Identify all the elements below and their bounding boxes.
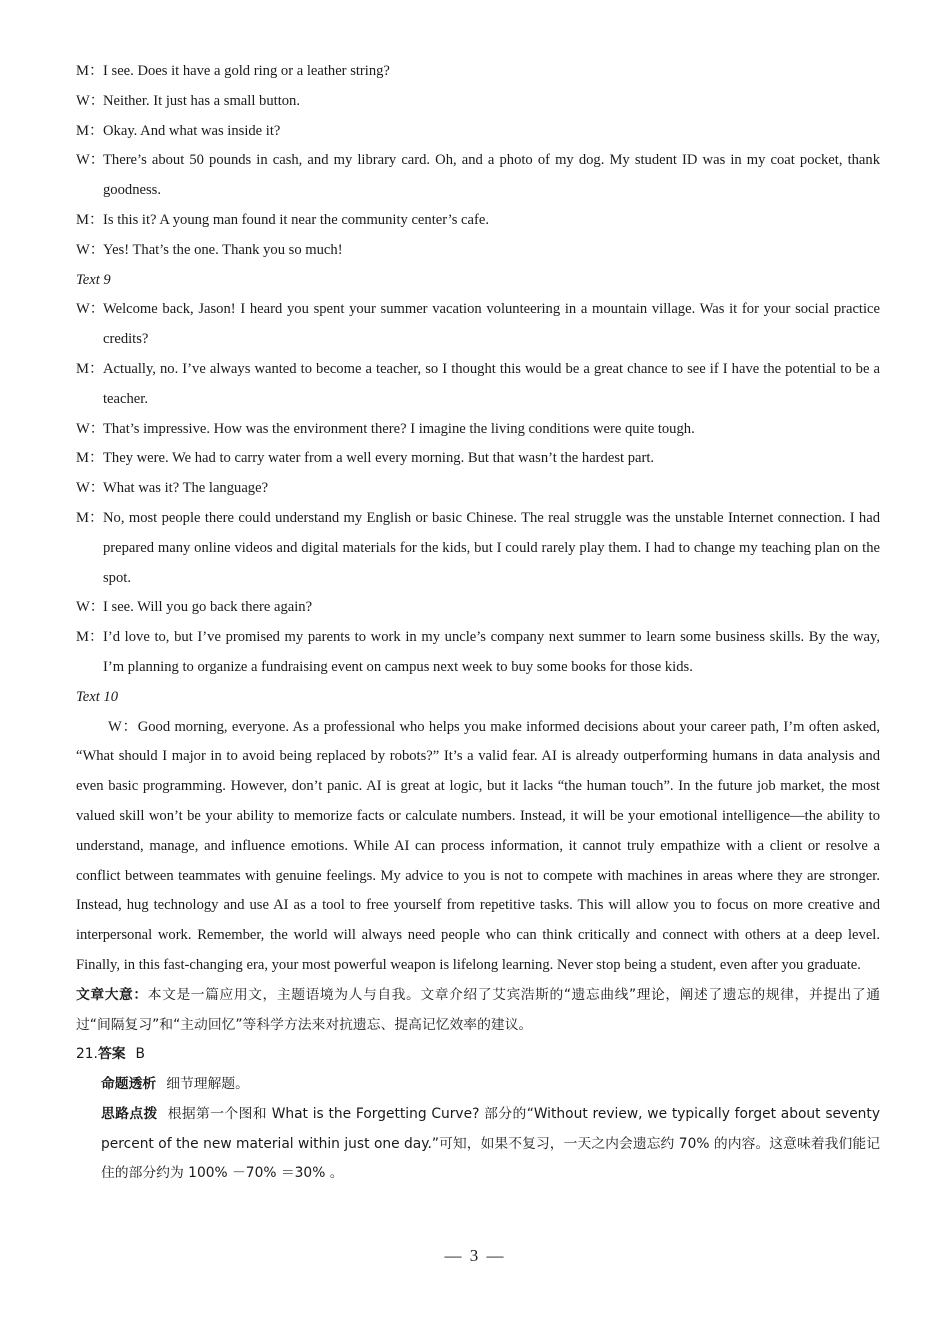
- dialogue-line: [76, 504, 880, 593]
- summary-label: 文章大意：: [76, 986, 148, 1003]
- dialogue-text: What was it? The language?: [103, 480, 269, 497]
- dialogue-line: [76, 117, 880, 147]
- speaker-label: M：: [76, 629, 104, 646]
- dialogue-text: That’s impressive. How was the environment there? I imagine the living conditions were quite tough.: [103, 420, 695, 437]
- dialogue-line: [76, 444, 880, 474]
- dialogue-text: They were. We had to carry water from a well every morning. But that wasn’t the hardest part.: [103, 450, 655, 467]
- dialogue-text: Actually, no. I’ve always wanted to become a teacher, so I thought this would be a great chance to see if I have the potential to be a teacher.: [103, 360, 880, 407]
- dialogue-text: Yes! That’s the one. Thank you so much!: [103, 241, 343, 258]
- dialogue-line: [76, 623, 880, 683]
- hint-paragraph: [76, 1100, 880, 1189]
- dialogue-line: [76, 206, 880, 236]
- speaker-label: W：: [76, 480, 105, 497]
- speaker-label: M：: [76, 450, 104, 467]
- analysis-label: 命题透析: [101, 1076, 157, 1093]
- dialogue-text: Is this it? A young man found it near the community center’s cafe.: [103, 211, 489, 228]
- speaker-label: W：: [76, 301, 105, 318]
- hint-text: 根据第一个图和 What is the Forgetting Curve? 部分的“Without review, we typically forget about seventy percent of the new material within just one day.”可知，如果不复习，一天之内会遗忘约 70% 的内容。这意味着我们能记住的部分约为 100% －70% ＝30% 。: [101, 1105, 881, 1182]
- speaker-label: M：: [76, 63, 104, 79]
- section-heading: Text 10: [76, 688, 119, 705]
- dialogue-text: I’d love to, but I’ve promised my parents to work in my uncle’s company next summer to learn some business skills. By the way, I’m planning to organize a fundraising event on campus next week to buy some books for those kids.: [103, 629, 880, 675]
- dialogue-text: I see. Will you go back there again?: [103, 599, 313, 616]
- dialogue-line: [76, 57, 880, 87]
- speaker-label: M：: [76, 509, 104, 526]
- monologue-paragraph: W：Good morning, everyone. As a professional who helps you make informed decisions about your career path, I’m often asked, “What should I major in to avoid being replaced by robots?” It’s a valid fear. AI is already outperforming humans in data analysis and even basic programming. However, don’t panic. AI is great at logic, but it lacks “the human touch”. In the future job market, the most valued skill won’t be your ability to memorize facts or calculate numbers. Instead, it will be your emotional intelligence—the ability to understand, manage, and influence emotions. While AI can process information, it cannot truly empathize with a client or resolve a conflict between teammates with genuine feelings. My advice to you is not to compete with machines in areas where they are stronger. Instead, hug technology and use AI as a tool to free yourself from repetitive tasks. This will allow you to focus on more creative and interpersonal work. Remember, the world will always need people who can think critically and connect with others at a deep level. Finally, in this fast-changing era, your most powerful weapon is lifelong learning. Never stop being a student, even after you graduate.: [76, 718, 880, 973]
- dialogue-text: Okay. And what was inside it?: [103, 122, 281, 139]
- summary-paragraph: [76, 981, 880, 1041]
- answer-value: B: [135, 1046, 146, 1063]
- document-page: [76, 57, 880, 1189]
- speaker-label: W：: [76, 92, 105, 109]
- question-number: 21.: [76, 1046, 98, 1063]
- dialogue-text: No, most people there could understand my English or basic Chinese. The real struggle was the unstable Internet connection. I had prepared many online videos and digital materials for the kids, but I could rarely play them. I had to change my teaching plan on the spot.: [103, 509, 880, 586]
- speaker-label: W：: [76, 599, 105, 616]
- dialogue-line: [76, 593, 880, 623]
- dialogue-line: [76, 236, 880, 266]
- dialogue-line: [76, 87, 880, 117]
- page-number: — 3 —: [444, 1246, 506, 1265]
- dialogue-text: There’s about 50 pounds in cash, and my library card. Oh, and a photo of my dog. My student ID was in my coat pocket, thank goodness.: [103, 152, 880, 199]
- speaker-label: M：: [76, 211, 104, 228]
- dialogue-text: I see. Does it have a gold ring or a leather string?: [103, 63, 390, 79]
- dialogue-line: [76, 415, 880, 445]
- speaker-label: W：: [76, 152, 105, 169]
- dialogue-text: Welcome back, Jason! I heard you spent your summer vacation volunteering in a mountain village. Was it for your social practice credits?: [103, 301, 880, 348]
- speaker-label: W：: [76, 420, 105, 437]
- answer-line: [76, 1040, 880, 1070]
- speaker-label: M：: [76, 360, 104, 377]
- analysis-line: [76, 1070, 880, 1100]
- analysis-text: 细节理解题。: [166, 1076, 249, 1093]
- dialogue-text: Neither. It just has a small button.: [103, 92, 300, 109]
- hint-label: 思路点拨: [101, 1105, 158, 1122]
- section-heading: Text 9: [76, 271, 111, 288]
- answer-label: 答案: [97, 1046, 126, 1063]
- speaker-label: M：: [76, 122, 104, 139]
- dialogue-line: [76, 474, 880, 504]
- dialogue-line: [76, 355, 880, 415]
- speaker-label: W：: [76, 241, 105, 258]
- dialogue-line: [76, 146, 880, 206]
- summary-text: 本文是一篇应用文，主题语境为人与自我。文章介绍了艾宾浩斯的“遗忘曲线”理论，阐述了遗忘的规律，并提出了通过“间隔复习”和“主动回忆”等科学方法来对抗遗忘、提高记忆效率的建议。: [76, 986, 881, 1033]
- dialogue-line: [76, 295, 880, 355]
